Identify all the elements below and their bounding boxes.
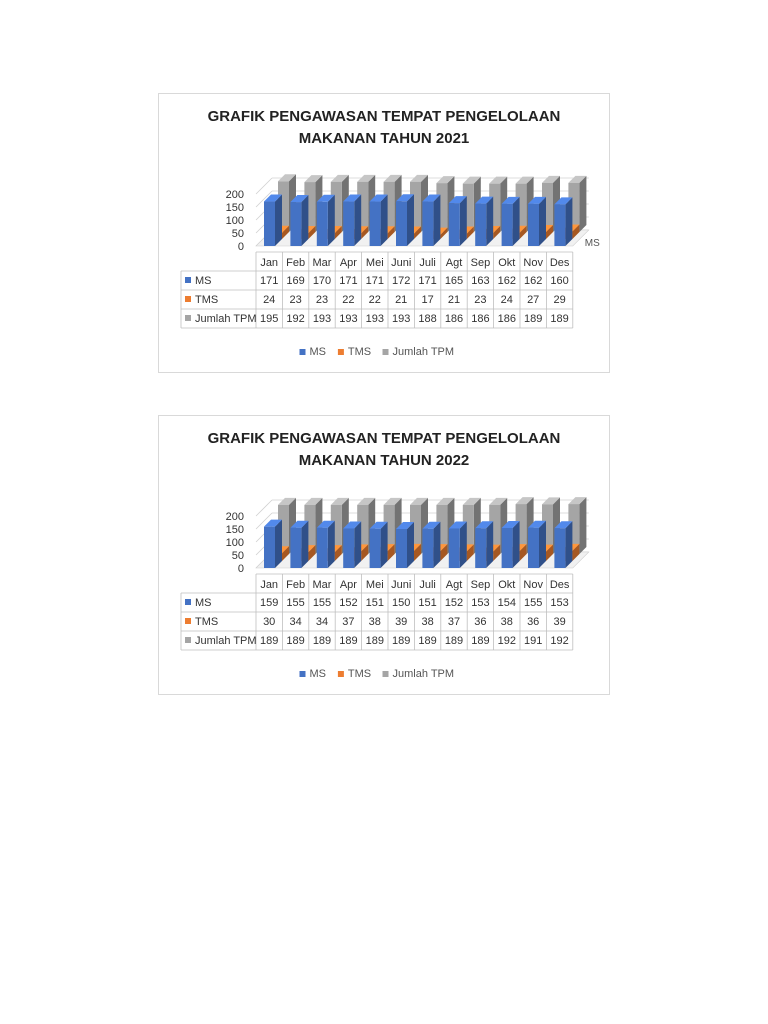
depth-axis-label: MS — [584, 238, 600, 249]
table-cell: 24 — [500, 294, 513, 306]
x-tick-label: Jan — [260, 579, 279, 591]
table-cell: 34 — [289, 616, 302, 628]
legend-key — [300, 349, 306, 355]
chart-title-line-1: GRAFIK PENGAWASAN TEMPAT PENGELOLAAN — [207, 430, 561, 447]
bar-side — [381, 195, 388, 246]
x-tick-label: Des — [549, 257, 570, 269]
y-tick-label: 100 — [225, 215, 244, 227]
x-tick-label: Mei — [365, 579, 384, 591]
y-tick-label: 150 — [225, 524, 244, 536]
bar-side — [381, 522, 388, 568]
chart-2022-plot — [159, 416, 611, 696]
table-cell: 17 — [421, 294, 434, 306]
bar-side — [328, 195, 335, 246]
table-cell: 36 — [474, 616, 487, 628]
bar — [422, 195, 440, 246]
bar-front — [554, 204, 565, 246]
x-tick-label: Juni — [391, 579, 412, 591]
table-cell: 23 — [289, 294, 302, 306]
chart-title-line-2: MAKANAN TAHUN 2021 — [298, 130, 470, 147]
bar-side — [354, 521, 361, 568]
table-cell: 195 — [260, 313, 279, 325]
table-cell: 189 — [550, 313, 569, 325]
table-cell: 163 — [471, 275, 490, 287]
table-cell: 169 — [286, 275, 305, 287]
legend-key — [338, 671, 344, 677]
table-row-label: MS — [195, 597, 212, 609]
bar — [449, 521, 467, 568]
legend-label: TMS — [347, 346, 372, 358]
table-cell: 24 — [263, 294, 276, 306]
legend-label: MS — [309, 668, 326, 680]
x-tick-label: Jan — [260, 257, 279, 269]
table-cell: 153 — [471, 597, 490, 609]
legend-label: Jumlah TPM — [392, 668, 455, 680]
bar — [370, 522, 388, 568]
x-tick-label: Feb — [286, 257, 306, 269]
table-cell: 37 — [447, 616, 461, 628]
table-cell: 151 — [418, 597, 437, 609]
bar — [290, 521, 308, 568]
bar-front — [396, 529, 407, 568]
bar-front — [554, 528, 565, 568]
bar — [502, 197, 520, 246]
bar — [264, 195, 282, 246]
bar-front — [422, 529, 433, 568]
table-cell: 188 — [418, 313, 437, 325]
table-cell: 189 — [392, 635, 411, 647]
table-cell: 23 — [315, 294, 329, 306]
table-cell: 189 — [524, 313, 543, 325]
bar-side — [275, 195, 282, 246]
table-cell: 155 — [312, 597, 332, 609]
bar — [290, 195, 308, 246]
bar-front — [343, 528, 354, 568]
bar-side — [565, 197, 572, 246]
bar-front — [370, 202, 381, 246]
bar-front — [317, 528, 328, 568]
table-cell: 21 — [395, 294, 408, 306]
x-tick-label: Des — [549, 579, 570, 591]
bar-front — [502, 204, 513, 246]
bar-side — [433, 195, 440, 246]
table-cell: 155 — [524, 597, 543, 609]
bar — [475, 521, 493, 568]
chart-2021-plot — [159, 94, 611, 374]
table-cell: 189 — [339, 635, 358, 647]
bar-side — [407, 522, 414, 568]
table-cell: 160 — [550, 275, 569, 287]
table-cell: 171 — [365, 275, 384, 287]
bar-side — [565, 521, 572, 568]
table-cell: 29 — [553, 294, 566, 306]
table-cell: 193 — [339, 313, 358, 325]
bar-front — [264, 527, 275, 568]
x-tick-label: Agt — [445, 257, 463, 269]
chart-title-line-2: MAKANAN TAHUN 2022 — [298, 452, 470, 469]
bar-side — [275, 520, 282, 568]
table-legend-key — [185, 277, 191, 283]
table-cell: 186 — [497, 313, 516, 325]
bar — [343, 521, 361, 568]
table-cell: 154 — [497, 597, 516, 609]
bar — [422, 522, 440, 568]
table-cell: 189 — [286, 635, 305, 647]
x-tick-label: Nov — [523, 257, 543, 269]
bar-side — [407, 194, 414, 246]
x-tick-label: Apr — [339, 579, 357, 591]
table-cell: 21 — [447, 294, 461, 306]
x-tick-label: Feb — [286, 579, 306, 591]
x-tick-label: Sep — [470, 257, 491, 269]
table-row-label: Jumlah TPM — [195, 313, 257, 325]
chart-title-line-1: GRAFIK PENGAWASAN TEMPAT PENGELOLAAN — [207, 108, 561, 125]
bar-side — [301, 521, 308, 568]
legend-key — [383, 349, 389, 355]
table-cell: 192 — [550, 635, 569, 647]
x-tick-label: Mar — [312, 579, 332, 591]
table-cell: 30 — [263, 616, 276, 628]
bar — [370, 195, 388, 246]
table-cell: 39 — [395, 616, 408, 628]
y-tick-label: 50 — [231, 550, 244, 562]
bar — [475, 197, 493, 246]
table-cell: 186 — [471, 313, 490, 325]
table-cell: 193 — [392, 313, 411, 325]
table-cell: 38 — [368, 616, 381, 628]
table-legend-key — [185, 296, 191, 302]
bar-front — [475, 204, 486, 246]
bar-side — [301, 195, 308, 246]
table-cell: 152 — [339, 597, 358, 609]
table-cell: 22 — [368, 294, 381, 306]
table-cell: 192 — [286, 313, 305, 325]
bar — [343, 195, 361, 246]
table-cell: 189 — [260, 635, 279, 647]
bar — [502, 521, 520, 568]
bar-side — [513, 197, 520, 246]
bar-side — [486, 197, 493, 246]
y-tick-label: 100 — [225, 537, 244, 549]
chart-2022 — [158, 415, 610, 695]
table-cell: 36 — [527, 616, 540, 628]
table-cell: 151 — [365, 597, 384, 609]
bar-side — [539, 521, 546, 568]
table-legend-key — [185, 618, 191, 624]
table-cell: 189 — [365, 635, 384, 647]
bar-front — [528, 528, 539, 568]
bar — [554, 197, 572, 246]
bar-front — [264, 202, 275, 246]
bar-side — [579, 497, 586, 554]
bar-side — [486, 521, 493, 568]
table-cell: 27 — [527, 294, 540, 306]
bar-front — [422, 202, 433, 246]
table-cell: 192 — [497, 635, 516, 647]
x-tick-label: Okt — [498, 579, 516, 591]
table-cell: 39 — [553, 616, 566, 628]
bar-front — [317, 202, 328, 246]
table-cell: 152 — [444, 597, 464, 609]
y-tick-label: 0 — [237, 241, 244, 253]
legend-label: TMS — [347, 668, 372, 680]
bar-front — [290, 202, 301, 246]
bar-side — [579, 176, 586, 232]
table-cell: 37 — [342, 616, 355, 628]
table-row-label: TMS — [195, 616, 219, 628]
x-tick-label: Okt — [498, 257, 516, 269]
table-cell: 191 — [524, 635, 543, 647]
x-tick-label: Juni — [391, 257, 412, 269]
table-cell: 23 — [474, 294, 487, 306]
table-cell: 38 — [500, 616, 513, 628]
table-legend-key — [185, 315, 191, 321]
table-cell: 172 — [392, 275, 411, 287]
x-tick-label: Apr — [339, 257, 357, 269]
bar — [554, 521, 572, 568]
table-cell: 162 — [524, 275, 543, 287]
x-tick-label: Mei — [365, 257, 384, 269]
table-cell: 193 — [365, 313, 384, 325]
table-cell: 189 — [312, 635, 332, 647]
y-tick-label: 0 — [237, 563, 244, 575]
legend-key — [338, 349, 344, 355]
bar — [317, 195, 335, 246]
table-cell: 186 — [444, 313, 464, 325]
bar — [528, 521, 546, 568]
bar-front — [528, 204, 539, 246]
table-cell: 38 — [421, 616, 434, 628]
table-row-label: Jumlah TPM — [195, 635, 257, 647]
chart-2021 — [158, 93, 610, 373]
bar-front — [290, 528, 301, 568]
table-row-label: MS — [195, 275, 212, 287]
legend-key — [300, 671, 306, 677]
table-legend-key — [185, 637, 191, 643]
table-cell: 171 — [339, 275, 358, 287]
x-tick-label: Juli — [419, 579, 436, 591]
table-cell: 189 — [444, 635, 464, 647]
bar-side — [460, 196, 467, 246]
bar-front — [475, 528, 486, 568]
legend-label: MS — [309, 346, 326, 358]
y-tick-label: 150 — [225, 202, 244, 214]
y-tick-label: 200 — [225, 511, 244, 523]
bar — [264, 520, 282, 568]
bar-front — [343, 202, 354, 246]
table-legend-key — [185, 599, 191, 605]
x-tick-label: Agt — [445, 579, 463, 591]
y-tick-label: 200 — [225, 189, 244, 201]
table-cell: 159 — [260, 597, 279, 609]
table-cell: 34 — [315, 616, 329, 628]
table-cell: 171 — [418, 275, 437, 287]
x-tick-label: Sep — [470, 579, 491, 591]
bar-front — [502, 528, 513, 568]
table-cell: 171 — [260, 275, 279, 287]
table-row-label: TMS — [195, 294, 219, 306]
bar — [449, 196, 467, 246]
bar — [396, 522, 414, 568]
gridline-side — [256, 500, 272, 516]
bar-side — [328, 521, 335, 568]
table-cell: 155 — [286, 597, 305, 609]
legend-label: Jumlah TPM — [392, 346, 455, 358]
bar — [317, 521, 335, 568]
bar-front — [449, 203, 460, 246]
x-tick-label: Nov — [523, 579, 543, 591]
y-tick-label: 50 — [231, 228, 244, 240]
bar — [396, 194, 414, 246]
bar-side — [513, 521, 520, 568]
table-cell: 22 — [342, 294, 355, 306]
table-cell: 150 — [392, 597, 411, 609]
bar-front — [449, 528, 460, 568]
bar-side — [460, 521, 467, 568]
table-cell: 162 — [497, 275, 516, 287]
bar-front — [396, 201, 407, 246]
table-cell: 193 — [312, 313, 332, 325]
bar-side — [354, 195, 361, 246]
table-cell: 165 — [444, 275, 464, 287]
bar-front — [370, 529, 381, 568]
x-tick-label: Juli — [419, 257, 436, 269]
bar-side — [539, 197, 546, 246]
table-cell: 189 — [471, 635, 490, 647]
bar-side — [433, 522, 440, 568]
x-tick-label: Mar — [312, 257, 332, 269]
bar — [528, 197, 546, 246]
table-cell: 170 — [312, 275, 332, 287]
table-cell: 189 — [418, 635, 437, 647]
gridline-side — [256, 178, 272, 194]
table-cell: 153 — [550, 597, 569, 609]
legend-key — [383, 671, 389, 677]
